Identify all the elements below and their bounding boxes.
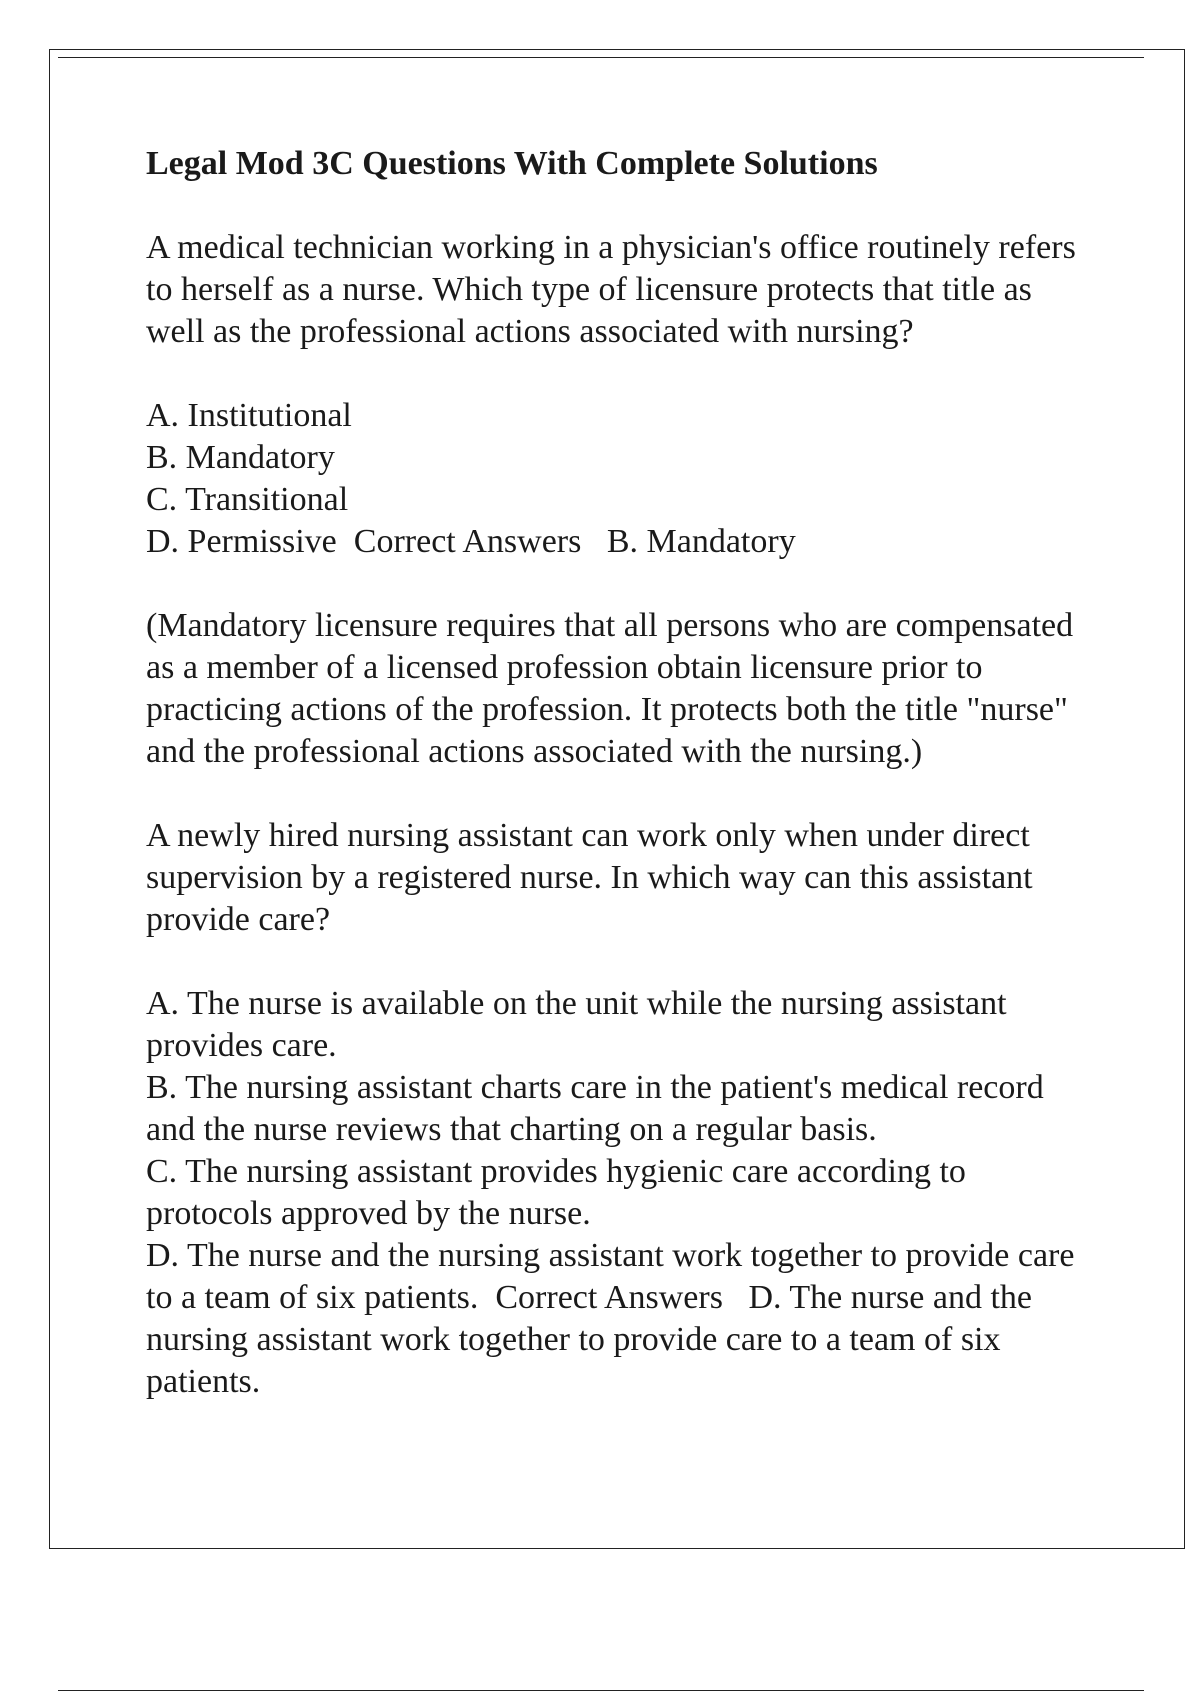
question-2-option-c: C. The nursing assistant provides hygienic care according to protocols approved by the nurse.	[146, 1153, 966, 1232]
question-1-option-d: D. Permissive	[146, 523, 337, 560]
question-1-option-a: A. Institutional	[146, 397, 352, 434]
footer-rule	[58, 1690, 1144, 1691]
question-1-options	[146, 395, 1096, 563]
question-1-option-b: B. Mandatory	[146, 439, 335, 476]
document-title: Legal Mod 3C Questions With Complete Solutions	[146, 145, 878, 182]
question-2-option-a: A. The nurse is available on the unit while the nursing assistant provides care.	[146, 985, 1007, 1064]
question-2-option-d: D. The nurse and the nursing assistant work together to provide care to a team of six patients.	[146, 1237, 1075, 1316]
question-1-stem: A medical technician working in a physician's office routinely refers to herself as a nurse. Which type of licensure protects that title as well as the professional actions associated with nursing?	[146, 229, 1076, 350]
question-1-answer: B. Mandatory	[606, 523, 796, 560]
question-2-option-b: B. The nursing assistant charts care in the patient's medical record and the nurse reviews that charting on a regular basis.	[146, 1069, 1044, 1148]
header-rule	[58, 57, 1144, 58]
question-1-option-c: C. Transitional	[146, 481, 349, 518]
question-1-option-d-line	[146, 521, 1096, 563]
document-body	[146, 143, 1096, 1445]
question-1-rationale: (Mandatory licensure requires that all persons who are compensated as a member of a licensed profession obtain licensure prior to practicing actions of the profession. It protects both the title "nurse" and the professional actions associated with the nursing.)	[146, 607, 1074, 770]
question-2-stem: A newly hired nursing assistant can work only when under direct supervision by a registered nurse. In which way can this assistant provide care?	[146, 817, 1033, 938]
question-2-options	[146, 983, 1096, 1403]
question-2-option-d-line	[146, 1235, 1096, 1403]
question-2-answer-label: Correct Answers	[495, 1279, 723, 1316]
question-2-answer: D. The nurse and the nursing assistant work together to provide care to a team of six patients.	[146, 1279, 1033, 1400]
question-1-answer-label: Correct Answers	[353, 523, 582, 560]
